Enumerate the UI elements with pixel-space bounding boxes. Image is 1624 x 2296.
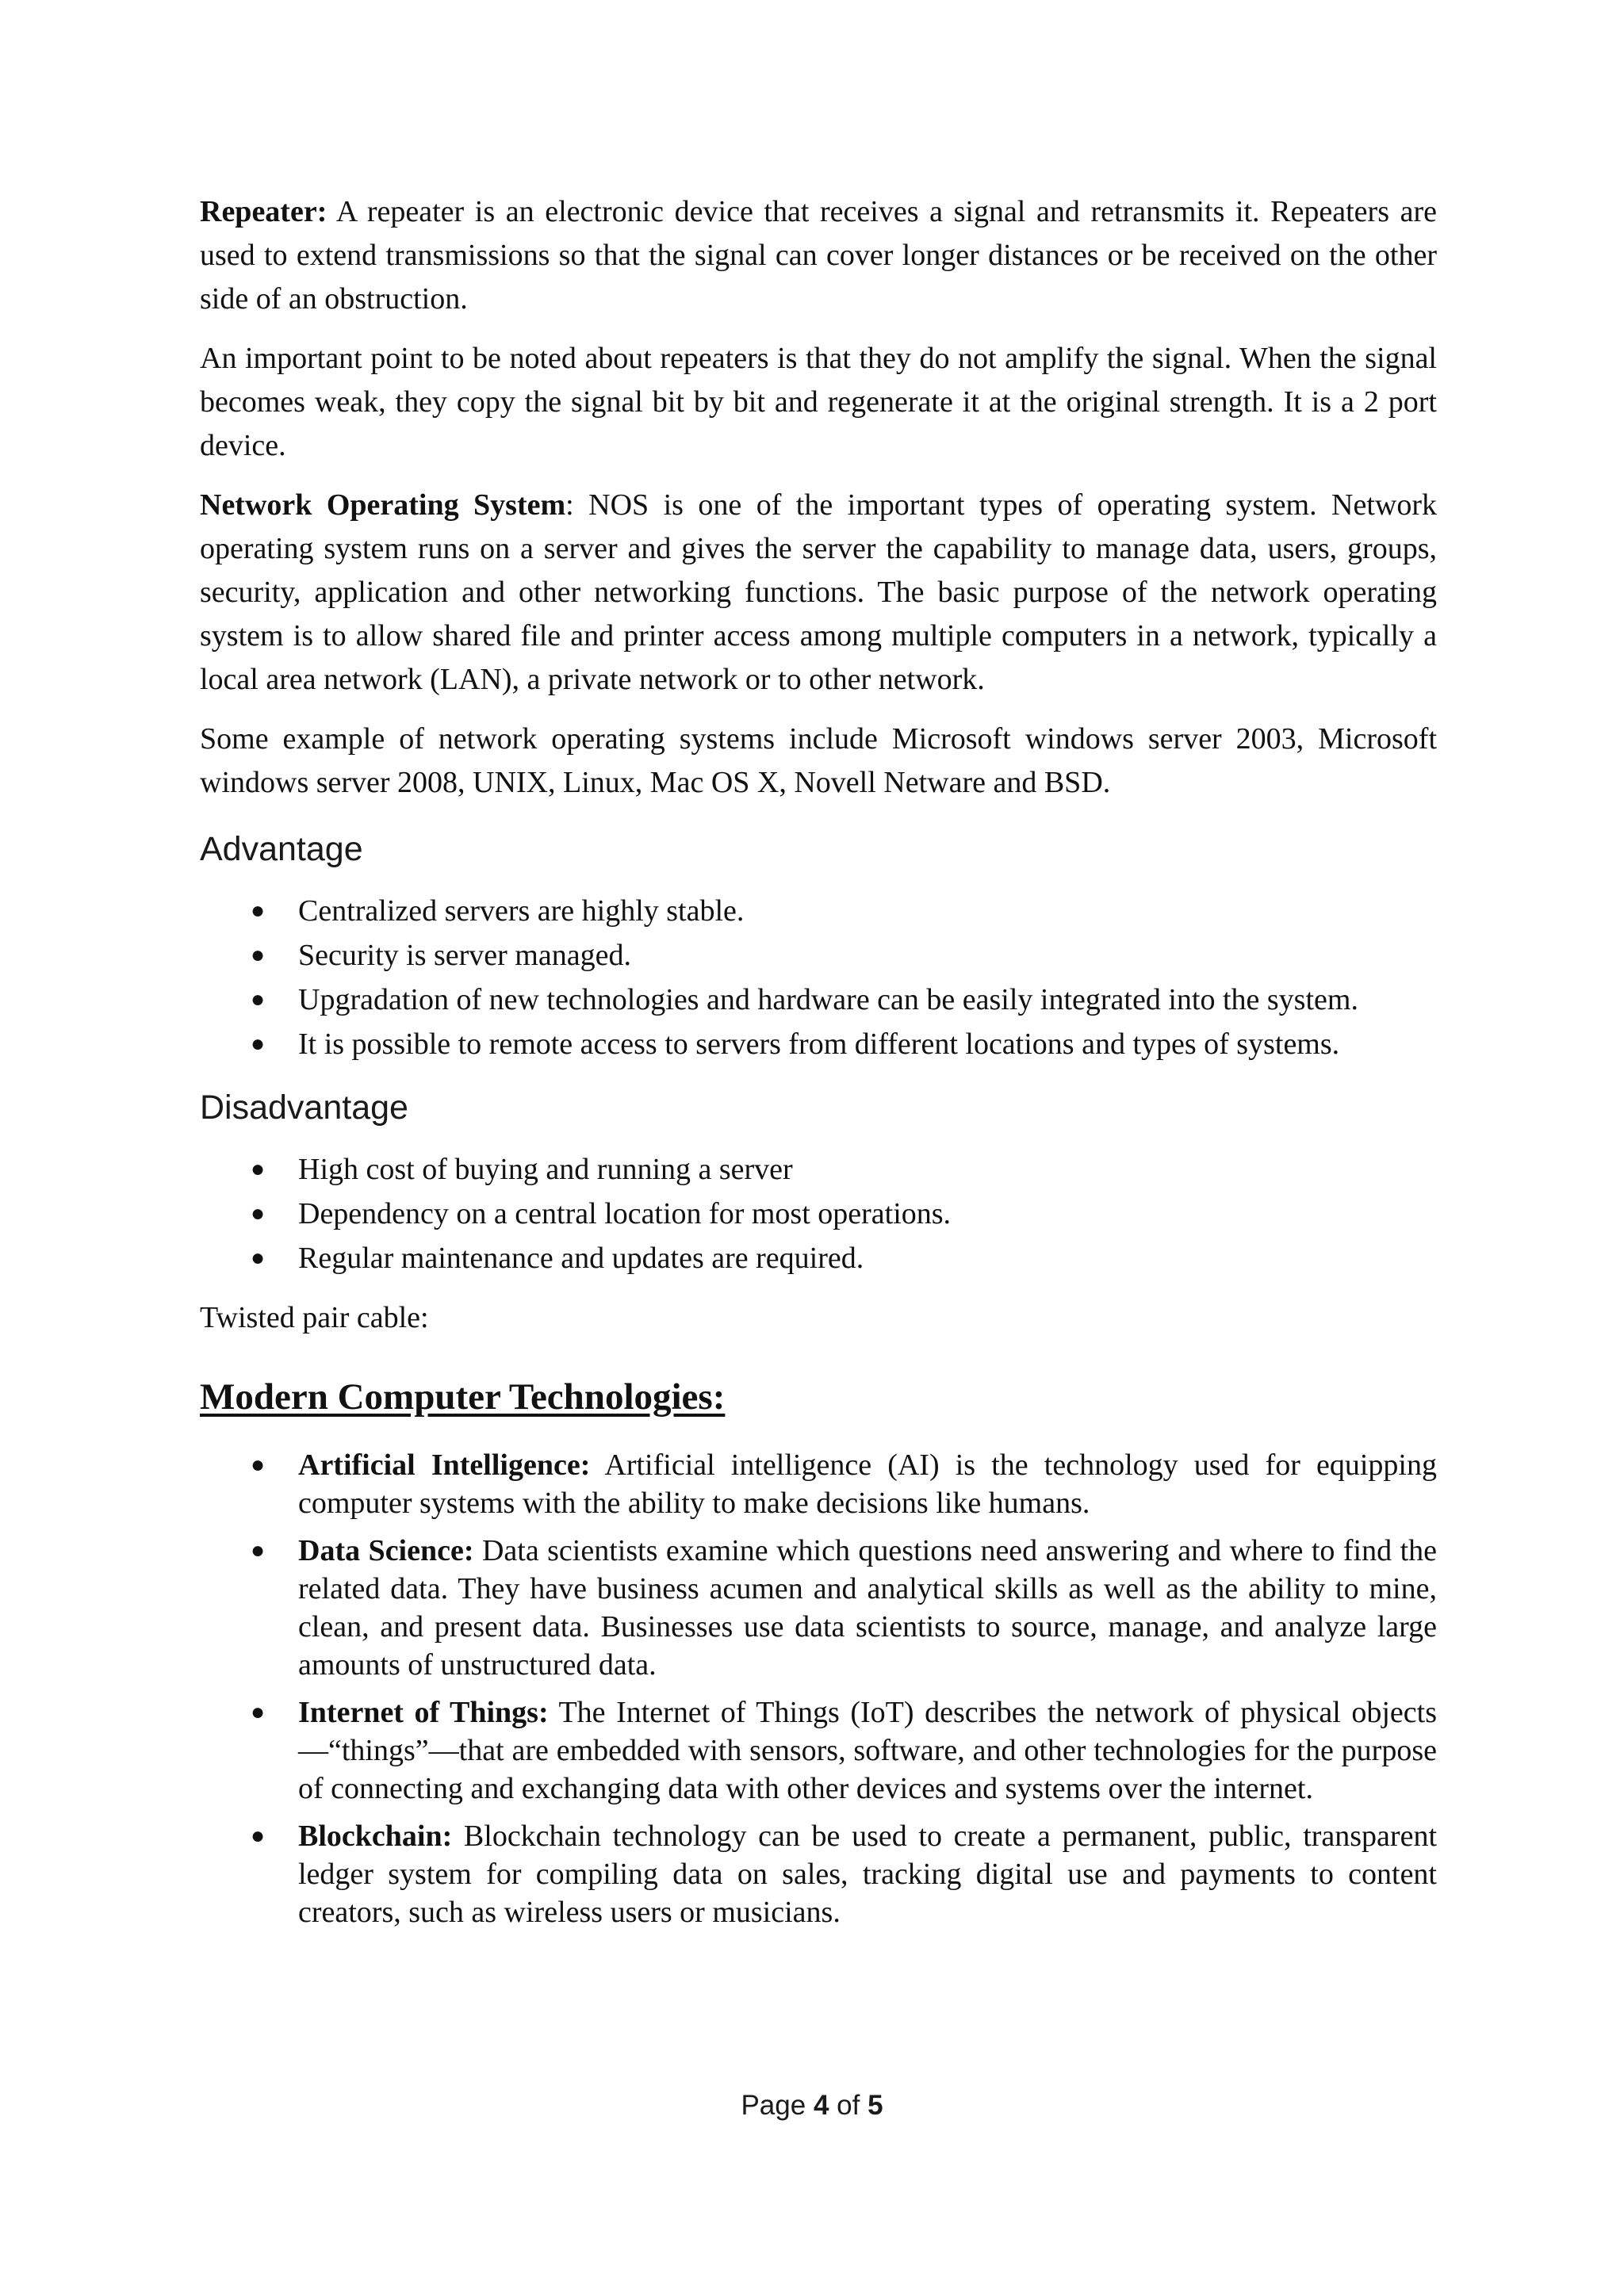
list-item: ● Regular maintenance and updates are required.	[200, 1236, 1437, 1280]
repeater-paragraph	[200, 190, 1437, 321]
list-item: ● Security is server managed.	[200, 933, 1437, 978]
nos-term: Network Operating System	[200, 488, 566, 522]
tech-term: Artificial Intelligence:	[298, 1448, 591, 1482]
advantage-list	[200, 889, 1437, 1066]
twisted-pair-label: Twisted pair cable:	[200, 1301, 429, 1334]
repeater-note-paragraph: An important point to be noted about repeaters is that they do not amplify the signal. When the signal becomes weak, they copy the signal bit by bit and regenerate it at the original strength. It is a 2 port device.	[200, 342, 1437, 462]
repeater-definition: A repeater is an electronic device that receives a signal and retransmits it. Repeaters are used to extend transmissions so that the signal can cover longer distances or be received on the other side of an obstruction.	[200, 195, 1437, 316]
page-number-footer	[0, 2087, 1624, 2125]
bullet-icon: ●	[251, 1699, 266, 1725]
modern-tech-title: Modern Computer Technologies:	[200, 1376, 726, 1418]
of-word: of	[837, 2090, 860, 2121]
document-page	[200, 190, 1437, 1941]
tech-term: Blockchain:	[298, 1820, 453, 1853]
disadvantage-heading: Disadvantage	[200, 1089, 408, 1127]
tech-description: The Internet of Things (IoT) describes the network of physical objects—“things”—that are embedded with sensors, software, and other technologies for the purpose of connecting and exchanging data with other devices and systems over the internet.	[298, 1696, 1438, 1805]
disadvantage-list	[200, 1147, 1437, 1280]
list-item	[200, 1446, 1437, 1522]
bullet-icon: ●	[251, 1452, 266, 1478]
tech-description: Blockchain technology can be used to create a permanent, public, transparent ledger system for compiling data on sales, tracking digital use and payments to content creators, such as wireless users or musicians.	[298, 1820, 1437, 1929]
bullet-icon: ●	[251, 1031, 266, 1057]
repeater-term: Repeater:	[200, 195, 327, 228]
modern-tech-list	[200, 1446, 1437, 1931]
list-item	[200, 1532, 1437, 1684]
nos-definition: : NOS is one of the important types of operating system. Network operating system runs on a server and gives the server the capability to manage data, users, groups, security, application and other networking functions. The basic purpose of the network operating system is to allow shared file and printer access among multiple computers in a network, typically a local area network (LAN), a private network or to other network.	[200, 488, 1437, 696]
advantage-heading: Advantage	[200, 830, 363, 868]
page-word: Page	[741, 2090, 806, 2121]
bullet-icon: ●	[251, 1823, 266, 1849]
list-item: ● Centralized servers are highly stable.	[200, 889, 1437, 933]
bullet-icon: ●	[251, 897, 266, 924]
nos-paragraph	[200, 484, 1437, 702]
list-item: ● It is possible to remote access to servers from different locations and types of systems.	[200, 1022, 1437, 1066]
tech-description: Data scientists examine which questions need answering and where to find the related data. They have business acumen and analytical skills as well as the ability to mine, clean, and present data. Businesses use data scientists to source, manage, and analyze large amounts of unstructured data.	[298, 1534, 1437, 1682]
nos-examples-paragraph: Some example of network operating systems include Microsoft windows server 2003, Microsoft windows server 2008, UNIX, Linux, Mac OS X, Novell Netware and BSD.	[200, 722, 1437, 799]
bullet-icon: ●	[251, 1200, 266, 1226]
list-item	[200, 1817, 1437, 1931]
current-page-number: 4	[813, 2090, 829, 2121]
tech-term: Data Science:	[298, 1534, 474, 1567]
list-item: ● Upgradation of new technologies and hardware can be easily integrated into the system.	[200, 978, 1437, 1022]
bullet-icon: ●	[251, 1537, 266, 1563]
list-item: ● High cost of buying and running a server	[200, 1147, 1437, 1192]
bullet-icon: ●	[251, 1156, 266, 1182]
total-page-count: 5	[868, 2090, 883, 2121]
tech-description: Artificial intelligence (AI) is the technology used for equipping computer systems with the ability to make decisions like humans.	[298, 1448, 1437, 1520]
bullet-icon: ●	[251, 942, 266, 968]
list-item: ● Dependency on a central location for most operations.	[200, 1192, 1437, 1236]
bullet-icon: ●	[251, 1245, 266, 1271]
tech-term: Internet of Things:	[298, 1696, 549, 1729]
list-item	[200, 1693, 1437, 1808]
bullet-icon: ●	[251, 986, 266, 1012]
